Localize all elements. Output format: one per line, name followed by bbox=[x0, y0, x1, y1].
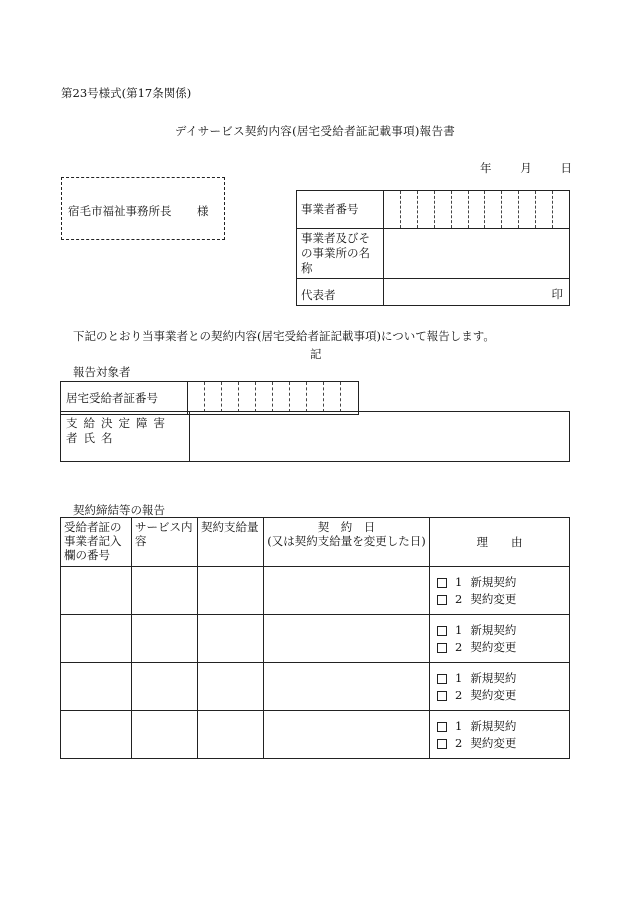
ki-mark: 記 bbox=[310, 347, 322, 361]
cell-service[interactable] bbox=[132, 711, 198, 759]
cell-number[interactable] bbox=[61, 567, 132, 615]
col-header-service: サービス内容 bbox=[132, 518, 198, 567]
business-name-label: 事業者及びその事業所の名称 bbox=[297, 229, 384, 279]
addressee-name: 宿毛市福祉事務所長 bbox=[68, 204, 172, 218]
contract-table bbox=[60, 517, 570, 759]
cell-number[interactable] bbox=[61, 711, 132, 759]
cell-reason: 1 新規契約 2 契約変更 bbox=[430, 663, 570, 711]
option-change-label: 契約変更 bbox=[470, 687, 517, 702]
certificate-number-label: 居宅受給者証番号 bbox=[61, 382, 188, 415]
recipient-number-table bbox=[60, 381, 359, 415]
cell-reason: 1 新規契約 2 契約変更 bbox=[430, 567, 570, 615]
checkbox-change[interactable] bbox=[437, 595, 447, 605]
month-label: 月 bbox=[520, 161, 532, 175]
cell-amount[interactable] bbox=[198, 711, 264, 759]
option-new-label: 新規契約 bbox=[470, 670, 517, 685]
cell-amount[interactable] bbox=[198, 567, 264, 615]
cell-number[interactable] bbox=[61, 663, 132, 711]
disabled-person-name-field[interactable] bbox=[190, 412, 570, 462]
option-change-label: 契約変更 bbox=[470, 591, 517, 606]
cell-number[interactable] bbox=[61, 615, 132, 663]
cell-service[interactable] bbox=[132, 615, 198, 663]
cell-service[interactable] bbox=[132, 663, 198, 711]
disabled-person-label: 支給決定障害者氏名 bbox=[61, 412, 190, 462]
representative-label: 代表者 bbox=[297, 279, 384, 306]
representative-field[interactable] bbox=[384, 279, 570, 306]
document-title: デイサービス契約内容(居宅受給者証記載事項)報告書 bbox=[174, 124, 456, 138]
col-header-date-sub: (又は契約支給量を変更した日) bbox=[267, 534, 426, 548]
form-number: 第23号様式(第17条関係) bbox=[61, 86, 192, 100]
checkbox-change[interactable] bbox=[437, 739, 447, 749]
cell-date[interactable] bbox=[264, 711, 430, 759]
col-header-reason: 理 由 bbox=[430, 518, 570, 567]
cell-reason: 1 新規契約 2 契約変更 bbox=[430, 711, 570, 759]
intro-text: 下記のとおり当事業者との契約内容(居宅受給者証記載事項)について報告します。 bbox=[73, 329, 495, 343]
option-new-label: 新規契約 bbox=[470, 718, 517, 733]
table-row bbox=[61, 615, 570, 663]
addressee-suffix: 様 bbox=[197, 204, 209, 218]
option-change-label: 契約変更 bbox=[470, 735, 517, 750]
cell-reason: 1 新規契約 2 契約変更 bbox=[430, 615, 570, 663]
checkbox-new[interactable] bbox=[437, 626, 447, 636]
table-row bbox=[61, 567, 570, 615]
cell-service[interactable] bbox=[132, 567, 198, 615]
option-change-label: 契約変更 bbox=[470, 639, 517, 654]
table-row bbox=[61, 663, 570, 711]
cell-amount[interactable] bbox=[198, 615, 264, 663]
col-header-date bbox=[264, 518, 430, 567]
disabled-person-table bbox=[60, 411, 570, 462]
business-number-field[interactable] bbox=[384, 191, 570, 229]
col-header-amount: 契約支給量 bbox=[198, 518, 264, 567]
table-row bbox=[61, 711, 570, 759]
checkbox-change[interactable] bbox=[437, 643, 447, 653]
seal-mark: 印 bbox=[551, 287, 563, 301]
contract-section-label: 契約締結等の報告 bbox=[73, 503, 165, 517]
business-info-table bbox=[296, 190, 570, 306]
option-new-label: 新規契約 bbox=[470, 574, 517, 589]
checkbox-new[interactable] bbox=[437, 674, 447, 684]
recipient-section-label: 報告対象者 bbox=[73, 365, 131, 379]
cell-date[interactable] bbox=[264, 567, 430, 615]
business-name-field[interactable] bbox=[384, 229, 570, 279]
business-number-label: 事業者番号 bbox=[297, 191, 384, 229]
checkbox-new[interactable] bbox=[437, 578, 447, 588]
cell-amount[interactable] bbox=[198, 663, 264, 711]
checkbox-change[interactable] bbox=[437, 691, 447, 701]
cell-date[interactable] bbox=[264, 615, 430, 663]
date-line bbox=[480, 160, 572, 176]
year-label: 年 bbox=[480, 161, 492, 175]
checkbox-new[interactable] bbox=[437, 722, 447, 732]
col-header-number: 受給者証の事業者記入欄の番号 bbox=[61, 518, 132, 567]
cell-date[interactable] bbox=[264, 663, 430, 711]
addressee-box bbox=[61, 177, 225, 240]
col-header-date-main: 契 約 日 bbox=[317, 520, 376, 534]
option-new-label: 新規契約 bbox=[470, 622, 517, 637]
day-label: 日 bbox=[560, 161, 572, 175]
certificate-number-field[interactable] bbox=[188, 382, 359, 415]
